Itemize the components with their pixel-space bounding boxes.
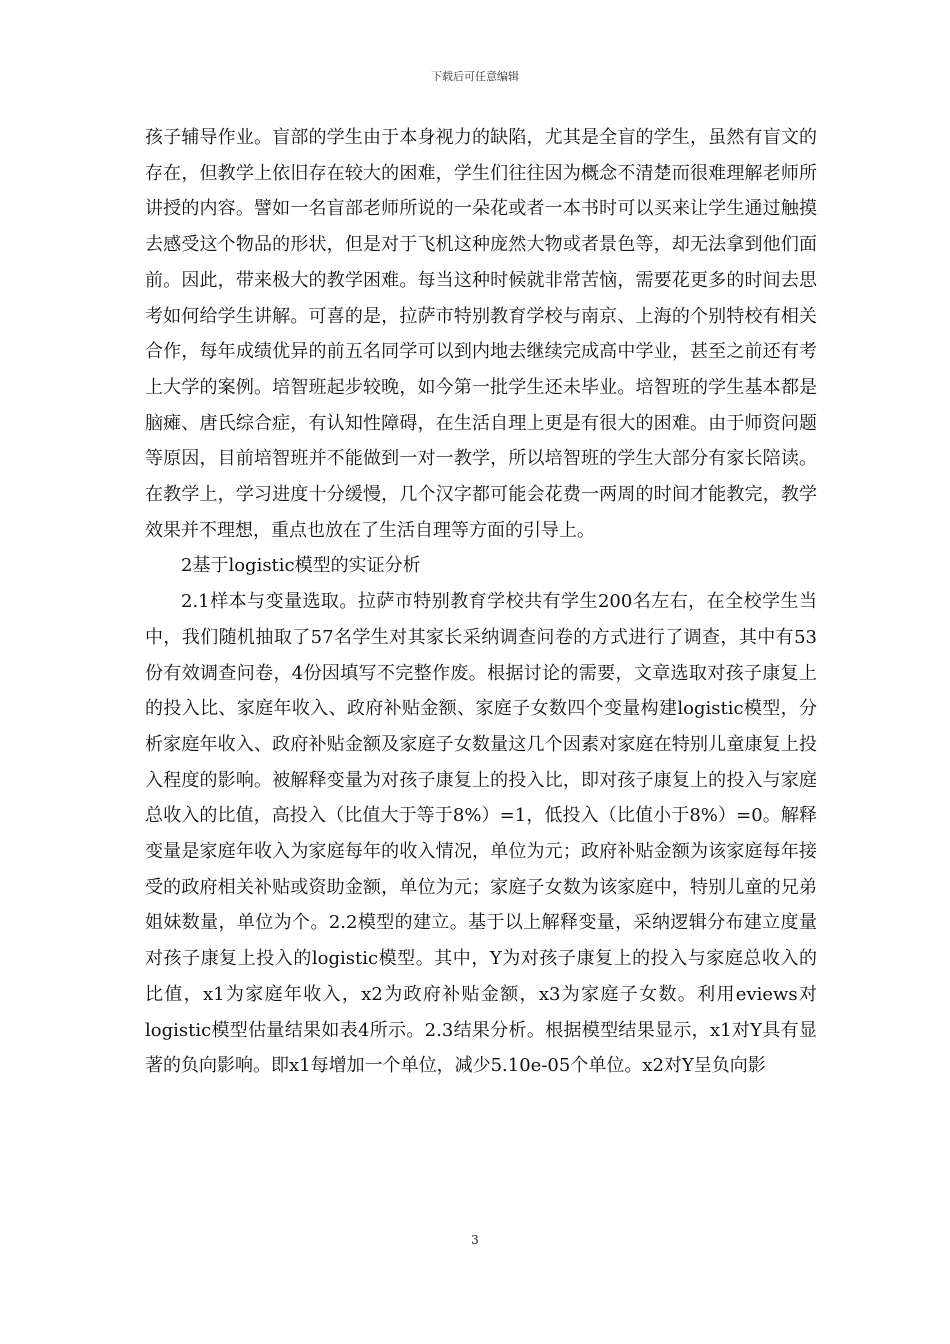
section-heading: 2基于logistic模型的实证分析 — [181, 555, 421, 577]
paragraph-sample-selection: 2.1样本与变量选取。拉萨市特别教育学校共有学生200名左右，在全校学生当中，我们随机抽取了57名学生对其家长采纳调查问卷的方式进行了调查，其中有53份有效调查问卷，4份因填写不完整作废。根据讨论的需要，文章选取对孩子康复上的投入比、家庭年收入、政府补贴金额、家庭子女数四个变量构建logistic模型，分析家庭年收入、政府补贴金额及家庭子女数量这几个因素对家庭在特别儿童康复上投入程度的影响。被解释变量为对孩子康复上的投入比，即对孩子康复上的投入与家庭总收入的比值，高投入（比值大于等于8%）=1，低投入（比值小于8%）=0。解释变量是家庭年收入为家庭每年的收入情况，单位为元；政府补贴金额为该家庭每年接受的政府相关补贴或资助金额，单位为元；家庭子女数为该家庭中，特别儿童的兄弟姐妹数量，单位为个。2.2模型的建立。基于以上解释变量，采纳逻辑分布建立度量对孩子康复上投入的logistic模型。其中，Y为对孩子康复上的投入与家庭总收入的比值，x1为家庭年收入，x2为政府补贴金额，x3为家庭子女数。利用eviews对logistic模型估量结果如表4所示。2.3结果分析。根据模型结果显示，x1对Y具有显著的负向影响。即x1每增加一个单位，减少5.10e-05个单位。x2对Y呈负向影 — [145, 591, 817, 1077]
paragraph-continuation: 孩子辅导作业。盲部的学生由于本身视力的缺陷，尤其是全盲的学生，虽然有盲文的存在，但教学上依旧存在较大的困难，学生们往往因为概念不清楚而很难理解老师所讲授的内容。譬如一名盲部老师所说的一朵花或者一本书时可以买来让学生通过触摸去感受这个物品的形状，但是对于飞机这种庞然大物或者景色等，却无法拿到他们面前。因此，带来极大的教学困难。每当这种时候就非常苦恼，需要花更多的时间去思考如何给学生讲解。可喜的是，拉萨市特别教育学校与南京、上海的个别特校有相关合作，每年成绩优异的前五名同学可以到内地去继续完成高中学业，甚至之前还有考上大学的案例。培智班起步较晚，如今第一批学生还未毕业。培智班的学生基本都是脑瘫、唐氏综合症，有认知性障碍，在生活自理上更是有很大的困难。由于师资问题等原因，目前培智班并不能做到一对一教学，所以培智班的学生大部分有家长陪读。在教学上，学习进度十分缓慢，几个汉字都可能会花费一两周的时间才能教完，教学效果并不理想，重点也放在了生活自理等方面的引导上。 — [145, 127, 817, 541]
page-number: 3 — [471, 1233, 479, 1247]
page-header: 下载后可任意编辑 — [431, 70, 519, 83]
document-body — [145, 120, 817, 1084]
